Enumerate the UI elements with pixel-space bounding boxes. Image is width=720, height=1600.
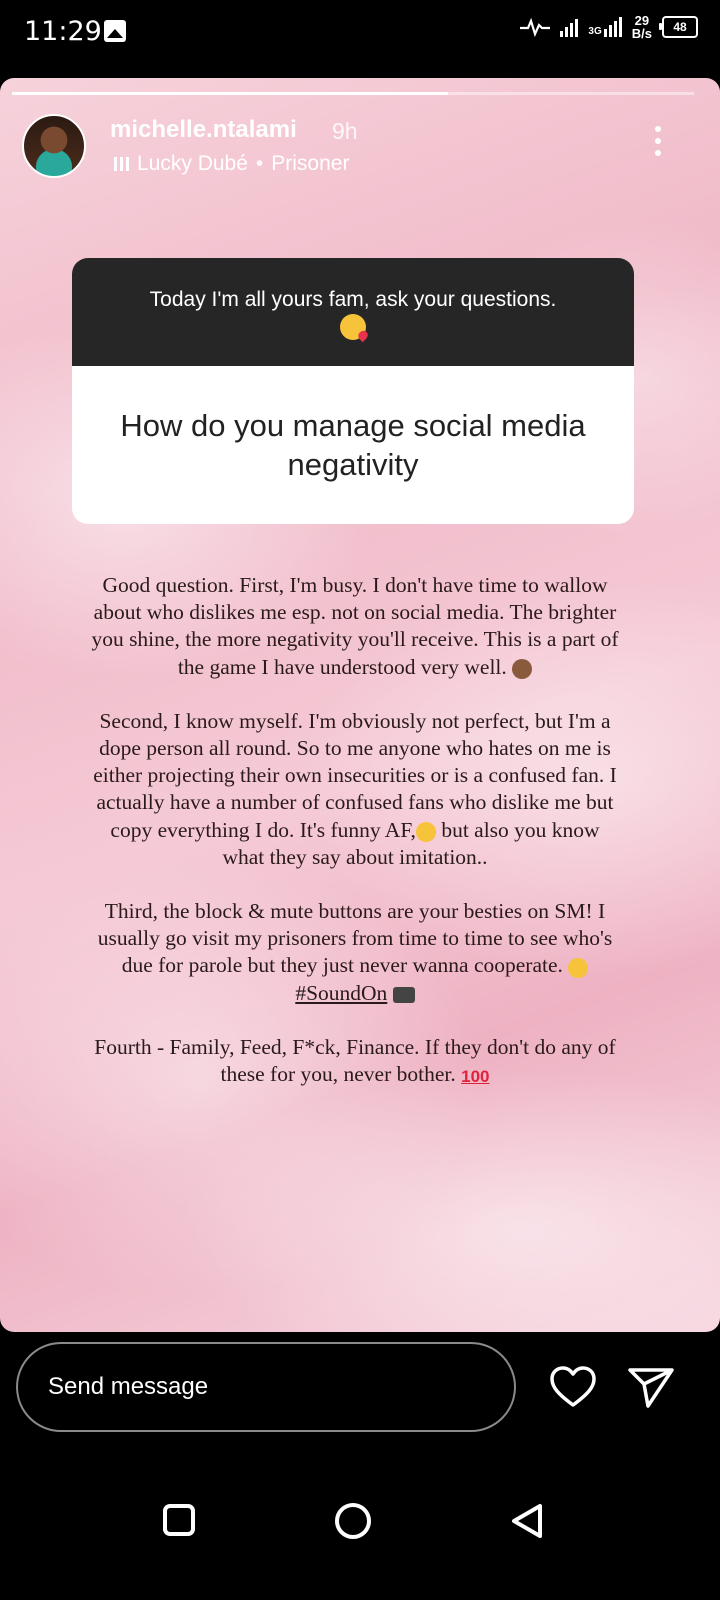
story-time-ago: 9h xyxy=(332,118,358,144)
status-bar xyxy=(0,0,720,70)
status-time: 11:29 xyxy=(24,16,102,47)
answer-p4: Fourth - Family, Feed, F*ck, Finance. If they don't do any of these for you, never bother. xyxy=(94,1034,616,1087)
answer-p2a: Second, I know myself. I'm obviously not perfect, but I'm a dope person all round. So to me anyone who hates on me is either projecting their own insecurities or is a confused fan. I actually have a number of confused fans who dislike me but copy everything I do. It's funny AF, xyxy=(93,708,617,842)
more-vertical-icon[interactable] xyxy=(652,126,664,162)
recent-apps-button[interactable] xyxy=(163,1504,195,1536)
answer-text xyxy=(90,572,620,1117)
answer-p3a: Third, the block & mute buttons are your besties on SM! I usually go visit my prisoners from time to time to see who's due for parole but they just never wanna cooperate. xyxy=(97,899,613,978)
gallery-icon xyxy=(104,20,126,42)
kiss-emoji-icon xyxy=(340,314,366,340)
laughing-emoji-icon xyxy=(568,958,588,978)
hashtag-soundon[interactable]: #SoundOn xyxy=(295,980,388,1005)
heart-icon[interactable] xyxy=(548,1362,598,1412)
music-artist: Lucky Dubé xyxy=(137,152,248,175)
back-button[interactable] xyxy=(510,1502,546,1540)
story-username[interactable]: michelle.ntalami xyxy=(110,116,297,143)
home-button[interactable] xyxy=(335,1503,371,1539)
laughing-emoji-icon xyxy=(416,822,436,842)
question-text: How do you manage social media negativity xyxy=(120,408,586,482)
answer-paragraph-3 xyxy=(90,898,620,1007)
speed-value: 29 xyxy=(634,13,650,28)
story-progress-bar xyxy=(12,92,694,95)
music-track: Prisoner xyxy=(271,152,350,175)
question-prompt-box xyxy=(72,258,634,366)
answer-paragraph-4 xyxy=(90,1034,620,1090)
speaker-emoji-icon xyxy=(393,987,415,1003)
hundred-emoji-icon: 100 xyxy=(461,1066,490,1086)
speed-unit: B/s xyxy=(631,26,652,41)
status-icons xyxy=(520,14,698,40)
story-music[interactable] xyxy=(114,152,349,176)
answer-paragraph-1 xyxy=(90,572,620,681)
music-separator: • xyxy=(255,152,264,175)
send-message-input[interactable] xyxy=(16,1342,516,1432)
network-type: 3G xyxy=(588,26,602,37)
story-progress-fill xyxy=(12,92,448,95)
send-icon[interactable] xyxy=(626,1362,676,1412)
answer-p1: Good question. First, I'm busy. I don't have time to wallow about who dislikes me esp. not on social media. The brighter you shine, the more negativity you'll receive. This is a part of the game I have understood very well. xyxy=(91,573,619,679)
battery-level: 48 xyxy=(673,20,687,34)
answer-p2b: but also you know what they say about imitation.. xyxy=(222,817,600,869)
question-sticker xyxy=(72,258,634,524)
story-viewer[interactable] xyxy=(0,78,720,1332)
activity-icon xyxy=(520,17,550,37)
answer-paragraph-2 xyxy=(90,708,620,871)
battery-icon xyxy=(662,16,698,38)
signal-3g-icon xyxy=(588,17,621,37)
signal-icon xyxy=(560,17,578,37)
network-speed xyxy=(632,14,652,40)
question-prompt: Today I'm all yours fam, ask your questions. xyxy=(149,288,557,311)
avatar[interactable] xyxy=(22,114,86,178)
ok-hand-emoji-icon xyxy=(512,659,532,679)
music-bars-icon xyxy=(114,157,129,171)
